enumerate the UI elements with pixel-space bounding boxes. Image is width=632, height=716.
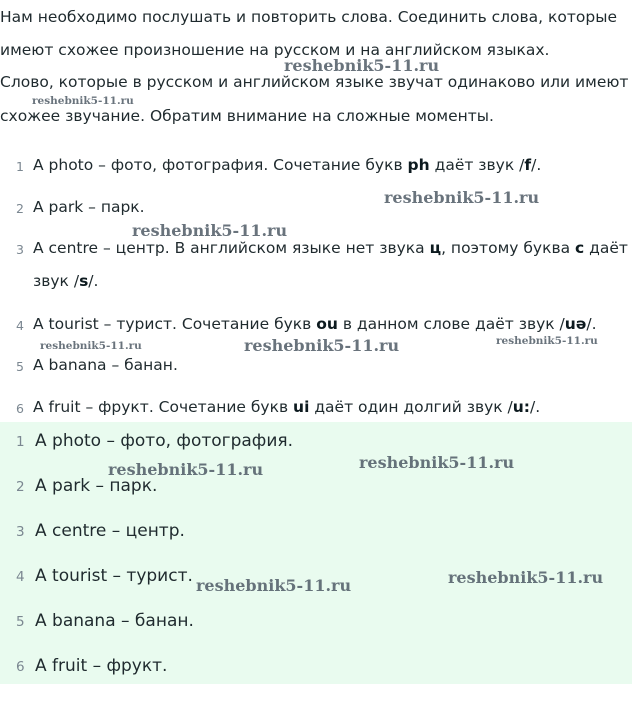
answer-number: 4 [16, 569, 25, 585]
watermark: reshebnik5-11.ru [359, 453, 515, 472]
watermark: reshebnik5-11.ru [284, 56, 440, 75]
intro-line-4: схожее звучание. Обратим внимание на сложные моменты. [0, 107, 494, 125]
watermark: reshebnik5-11.ru [384, 188, 540, 207]
watermark: reshebnik5-11.ru [40, 340, 142, 352]
list-item: A fruit – фрукт. Сочетание букв ui даёт один долгий звук /u:/. [33, 398, 541, 416]
answer-item: A centre – центр. [35, 521, 185, 541]
watermark: reshebnik5-11.ru [496, 335, 598, 347]
list-item: A banana – банан. [33, 356, 178, 374]
list-number: 1 [16, 159, 24, 174]
intro-line-3: Слово, которые в русском и английском языке звучат одинаково или имеют [0, 73, 629, 91]
answer-box [0, 422, 632, 684]
watermark: reshebnik5-11.ru [32, 95, 134, 107]
answer-number: 1 [16, 434, 25, 450]
intro-line-1: Нам необходимо послушать и повторить слова. Соединить слова, которые [0, 8, 617, 26]
list-number: 2 [16, 201, 24, 216]
list-number: 6 [16, 401, 24, 416]
list-item: A photo – фото, фотография. Сочетание букв ph даёт звук /f/. [33, 156, 542, 174]
answer-number: 3 [16, 524, 25, 540]
list-number: 5 [16, 359, 24, 374]
list-item-continuation: звук /s/. [33, 272, 99, 290]
list-number: 3 [16, 242, 24, 257]
answer-number: 5 [16, 614, 25, 630]
answer-number: 6 [16, 659, 25, 675]
watermark: reshebnik5-11.ru [108, 460, 264, 479]
list-item: A park – парк. [33, 198, 145, 216]
intro-line-2: имеют схожее произношение на русском и на английском языках. [0, 41, 550, 59]
answer-item: A tourist – турист. [35, 566, 193, 586]
list-item: A tourist – турист. Сочетание букв ou в данном слове даёт звук /uə/. [33, 315, 597, 333]
answer-item: A banana – банан. [35, 611, 194, 631]
answer-number: 2 [16, 479, 25, 495]
watermark: reshebnik5-11.ru [132, 221, 288, 240]
watermark: reshebnik5-11.ru [244, 336, 400, 355]
answer-item: A photo – фото, фотография. [35, 431, 294, 451]
watermark: reshebnik5-11.ru [448, 568, 604, 587]
answer-item: A park – парк. [35, 476, 158, 496]
watermark: reshebnik5-11.ru [196, 576, 352, 595]
answer-item: A fruit – фрукт. [35, 656, 168, 676]
list-number: 4 [16, 318, 24, 333]
list-item: A centre – центр. В английском языке нет звука ц, поэтому буква c даёт [33, 239, 628, 257]
